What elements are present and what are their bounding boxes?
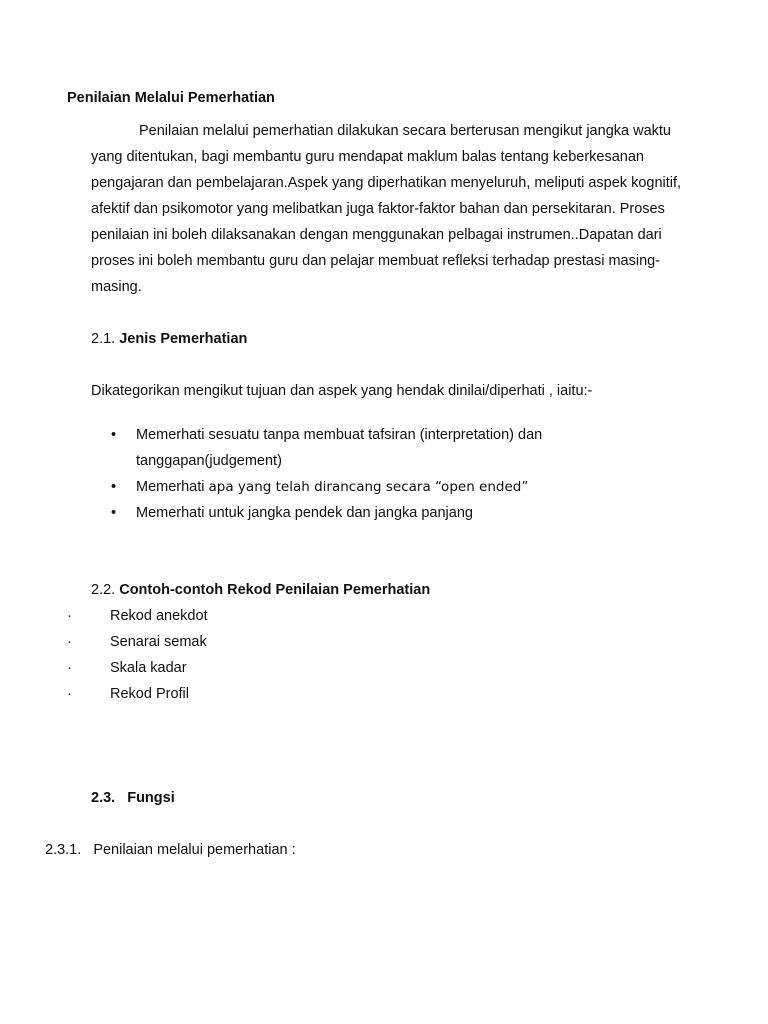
- list-item-text: Skala kadar: [110, 660, 187, 676]
- list-item: [67, 629, 208, 655]
- record-type-list: [67, 603, 208, 707]
- section-number: 2.3.: [91, 790, 116, 806]
- list-item: [91, 500, 691, 526]
- bullet-icon: •: [111, 505, 117, 521]
- bullet-icon: •: [111, 479, 117, 495]
- list-item: [91, 474, 691, 500]
- section-title: Jenis Pemerhatian: [119, 331, 248, 347]
- document-heading: Penilaian Melalui Pemerhatian: [67, 90, 275, 106]
- list-item: [67, 681, 208, 707]
- list-item: [91, 422, 691, 474]
- list-item-text-alt: apa yang telah dirancang secara “open ended”: [208, 479, 529, 495]
- list-item-text: Memerhati: [136, 479, 205, 495]
- section-number: 2.2.: [91, 582, 116, 598]
- bullet-list: [91, 422, 691, 526]
- list-item-text: Rekod Profil: [110, 686, 189, 702]
- section-2-3-1-heading: [45, 842, 296, 858]
- list-item-text: Memerhati sesuatu tanpa membuat tafsiran (interpretation) dan tanggapan(judgement): [136, 427, 543, 469]
- section-2-1-lead: Dikategorikan mengikut tujuan dan aspek yang hendak dinilai/diperhati , iaitu:-: [91, 383, 593, 399]
- section-2-1-heading: [91, 331, 247, 347]
- section-2-2-heading: [91, 582, 430, 598]
- middle-dot-icon: ·: [67, 660, 72, 676]
- section-2-3-heading: [91, 790, 175, 806]
- section-number: 2.3.1.: [45, 842, 82, 858]
- section-text: Penilaian melalui pemerhatian :: [93, 842, 296, 858]
- section-number: 2.1.: [91, 331, 116, 347]
- list-item-text: Rekod anekdot: [110, 608, 208, 624]
- list-item: [67, 655, 208, 681]
- bullet-icon: •: [111, 427, 117, 443]
- list-item-text: Memerhati untuk jangka pendek dan jangka panjang: [136, 505, 473, 521]
- list-item-text: Senarai semak: [110, 634, 207, 650]
- middle-dot-icon: ·: [67, 634, 72, 650]
- intro-paragraph: Penilaian melalui pemerhatian dilakukan secara berterusan mengikut jangka waktu yang ditentukan, bagi membantu guru mendapat maklum balas tentang keberkesanan pengajaran dan pembelajaran.Aspek yang diperhatikan menyeluruh, meliputi aspek kognitif, afektif dan psikomotor yang melibatkan juga faktor-faktor bahan dan persekitaran. Proses penilaian ini boleh dilaksanakan dengan menggunakan pelbagai instrumen..Dapatan dari proses ini boleh membantu guru dan pelajar membuat refleksi terhadap prestasi masing-masing.: [91, 123, 682, 295]
- middle-dot-icon: ·: [67, 686, 72, 702]
- section-title: Contoh-contoh Rekod Penilaian Pemerhatian: [119, 582, 431, 598]
- middle-dot-icon: ·: [67, 608, 72, 624]
- list-item: [67, 603, 208, 629]
- section-title: Fungsi: [127, 790, 175, 806]
